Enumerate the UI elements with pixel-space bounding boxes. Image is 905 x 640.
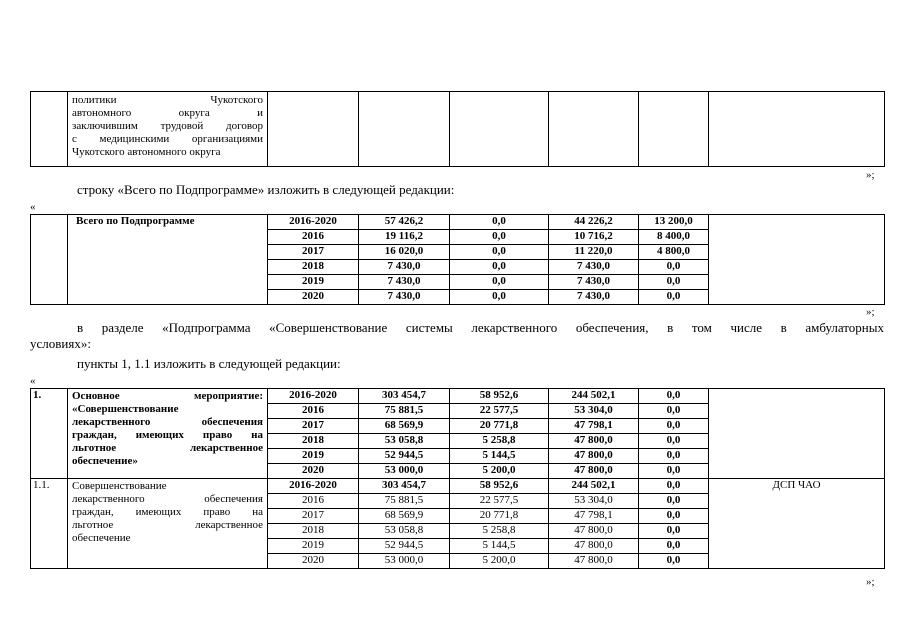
total-cell: 7 430,0 <box>359 260 450 275</box>
year-cell: 2017 <box>268 245 359 260</box>
year-cell: 2019 <box>268 449 359 464</box>
regional-cell: 47 800,0 <box>549 434 639 449</box>
desc-line: Чукотского автономного округа <box>72 146 221 158</box>
total-cell: 53 058,8 <box>359 434 450 449</box>
total-cell: 7 430,0 <box>359 275 450 290</box>
table-cell <box>709 389 885 479</box>
federal-cell: 22 577,5 <box>450 404 549 419</box>
desc-line: лекарственного обеспечения <box>72 493 263 505</box>
regional-cell: 47 800,0 <box>549 539 639 554</box>
federal-cell: 22 577,5 <box>450 494 549 509</box>
regional-cell: 47 800,0 <box>549 464 639 479</box>
desc-line: автономного округа и <box>72 107 263 119</box>
year-cell: 2016-2020 <box>268 389 359 404</box>
table-fragment-top <box>30 91 885 167</box>
regional-cell: 7 430,0 <box>549 260 639 275</box>
year-cell: 2019 <box>268 275 359 290</box>
other-cell: 0,0 <box>639 404 709 419</box>
paragraph-items: пункты 1, 1.1 изложить в следующей редакции: <box>77 356 341 371</box>
other-cell: 0,0 <box>639 539 709 554</box>
other-cell: 0,0 <box>639 449 709 464</box>
end-quote-mark: »; <box>866 576 875 588</box>
regional-cell: 44 226,2 <box>549 215 639 230</box>
desc-line: с медицинскими организациями <box>72 133 263 145</box>
federal-cell: 5 144,5 <box>450 539 549 554</box>
federal-cell: 0,0 <box>450 275 549 290</box>
regional-cell: 47 800,0 <box>549 524 639 539</box>
desc-line: льготное лекарственное <box>72 442 263 454</box>
desc-line: льготное лекарственное <box>72 519 263 531</box>
other-cell: 4 800,0 <box>639 245 709 260</box>
desc-line: Основное мероприятие: <box>72 390 263 402</box>
other-cell: 0,0 <box>639 389 709 404</box>
table-cell <box>31 215 68 305</box>
item-number: 1.1. <box>31 479 68 569</box>
desc-line: граждан, имеющих право на <box>72 506 263 518</box>
sub-activity-cell <box>68 479 268 569</box>
regional-cell: 244 502,1 <box>549 479 639 494</box>
regional-cell: 47 800,0 <box>549 449 639 464</box>
other-cell: 8 400,0 <box>639 230 709 245</box>
year-cell: 2016 <box>268 494 359 509</box>
regional-cell: 7 430,0 <box>549 275 639 290</box>
regional-cell: 7 430,0 <box>549 290 639 305</box>
other-cell: 0,0 <box>639 419 709 434</box>
regional-cell: 244 502,1 <box>549 389 639 404</box>
regional-cell: 47 798,1 <box>549 419 639 434</box>
total-cell: 75 881,5 <box>359 494 450 509</box>
federal-cell: 0,0 <box>450 230 549 245</box>
federal-cell: 20 771,8 <box>450 509 549 524</box>
table-cell <box>450 92 549 167</box>
total-cell: 52 944,5 <box>359 539 450 554</box>
other-cell: 0,0 <box>639 275 709 290</box>
table-cell <box>268 92 359 167</box>
table-cell <box>709 92 885 167</box>
table-items <box>30 388 885 569</box>
total-cell: 19 116,2 <box>359 230 450 245</box>
desc-line: лекарственного обеспечения <box>72 416 263 428</box>
federal-cell: 5 144,5 <box>450 449 549 464</box>
federal-cell: 0,0 <box>450 260 549 275</box>
year-cell: 2020 <box>268 554 359 569</box>
desc-line: граждан, имеющих право на <box>72 429 263 441</box>
paragraph-section-intro <box>30 320 884 352</box>
total-cell: 303 454,7 <box>359 389 450 404</box>
other-cell: 0,0 <box>639 554 709 569</box>
federal-cell: 5 200,0 <box>450 554 549 569</box>
item-number: 1. <box>31 389 68 479</box>
executor-cell: ДСП ЧАО <box>709 479 885 569</box>
table-cell <box>31 92 68 167</box>
regional-cell: 47 798,1 <box>549 509 639 524</box>
regional-cell: 47 800,0 <box>549 554 639 569</box>
total-cell: 68 569,9 <box>359 419 450 434</box>
other-cell: 0,0 <box>639 479 709 494</box>
other-cell: 0,0 <box>639 524 709 539</box>
federal-cell: 0,0 <box>450 215 549 230</box>
table-cell <box>639 92 709 167</box>
table-total-subprogram <box>30 214 885 305</box>
desc-line: политики Чукотского <box>72 94 263 106</box>
table-cell <box>549 92 639 167</box>
federal-cell: 5 258,8 <box>450 434 549 449</box>
main-activity-cell <box>68 389 268 479</box>
open-quote-mark: « <box>30 375 36 387</box>
other-cell: 0,0 <box>639 494 709 509</box>
federal-cell: 20 771,8 <box>450 419 549 434</box>
federal-cell: 58 952,6 <box>450 479 549 494</box>
total-cell: 303 454,7 <box>359 479 450 494</box>
total-cell: 16 020,0 <box>359 245 450 260</box>
regional-cell: 11 220,0 <box>549 245 639 260</box>
regional-cell: 53 304,0 <box>549 494 639 509</box>
total-cell: 68 569,9 <box>359 509 450 524</box>
year-cell: 2017 <box>268 509 359 524</box>
federal-cell: 5 200,0 <box>450 464 549 479</box>
paragraph-total-row: строку «Всего по Подпрограмме» изложить в следующей редакции: <box>77 182 455 197</box>
other-cell: 0,0 <box>639 434 709 449</box>
total-cell: 52 944,5 <box>359 449 450 464</box>
year-cell: 2020 <box>268 464 359 479</box>
desc-line: обеспечение» <box>72 455 138 467</box>
open-quote-mark: « <box>30 201 36 213</box>
federal-cell: 58 952,6 <box>450 389 549 404</box>
desc-line: обеспечение <box>72 532 131 544</box>
program-description-cell <box>68 92 268 167</box>
federal-cell: 5 258,8 <box>450 524 549 539</box>
year-cell: 2017 <box>268 419 359 434</box>
regional-cell: 10 716,2 <box>549 230 639 245</box>
total-cell: 75 881,5 <box>359 404 450 419</box>
year-cell: 2016 <box>268 404 359 419</box>
other-cell: 0,0 <box>639 464 709 479</box>
section-line-2: условиях»: <box>30 336 91 351</box>
year-cell: 2019 <box>268 539 359 554</box>
year-cell: 2016-2020 <box>268 479 359 494</box>
end-quote-mark: »; <box>866 306 875 318</box>
year-cell: 2018 <box>268 434 359 449</box>
total-cell: 7 430,0 <box>359 290 450 305</box>
year-cell: 2018 <box>268 260 359 275</box>
total-cell: 53 058,8 <box>359 524 450 539</box>
regional-cell: 53 304,0 <box>549 404 639 419</box>
year-cell: 2018 <box>268 524 359 539</box>
section-line-1: в разделе «Подпрограмма «Совершенствование системы лекарственного обеспечения, в том числе в амбулаторных <box>77 320 884 335</box>
total-cell: 53 000,0 <box>359 554 450 569</box>
other-cell: 0,0 <box>639 260 709 275</box>
total-label: Всего по Подпрограмме <box>68 215 268 305</box>
table-cell <box>709 215 885 305</box>
desc-line: «Совершенствование <box>72 403 179 415</box>
desc-line: заключившим трудовой договор <box>72 120 263 132</box>
desc-line: Совершенствование <box>72 480 167 492</box>
other-cell: 0,0 <box>639 509 709 524</box>
other-cell: 13 200,0 <box>639 215 709 230</box>
year-cell: 2016 <box>268 230 359 245</box>
federal-cell: 0,0 <box>450 245 549 260</box>
end-quote-mark: »; <box>866 169 875 181</box>
federal-cell: 0,0 <box>450 290 549 305</box>
total-cell: 57 426,2 <box>359 215 450 230</box>
table-cell <box>359 92 450 167</box>
year-cell: 2020 <box>268 290 359 305</box>
year-cell: 2016-2020 <box>268 215 359 230</box>
total-cell: 53 000,0 <box>359 464 450 479</box>
other-cell: 0,0 <box>639 290 709 305</box>
